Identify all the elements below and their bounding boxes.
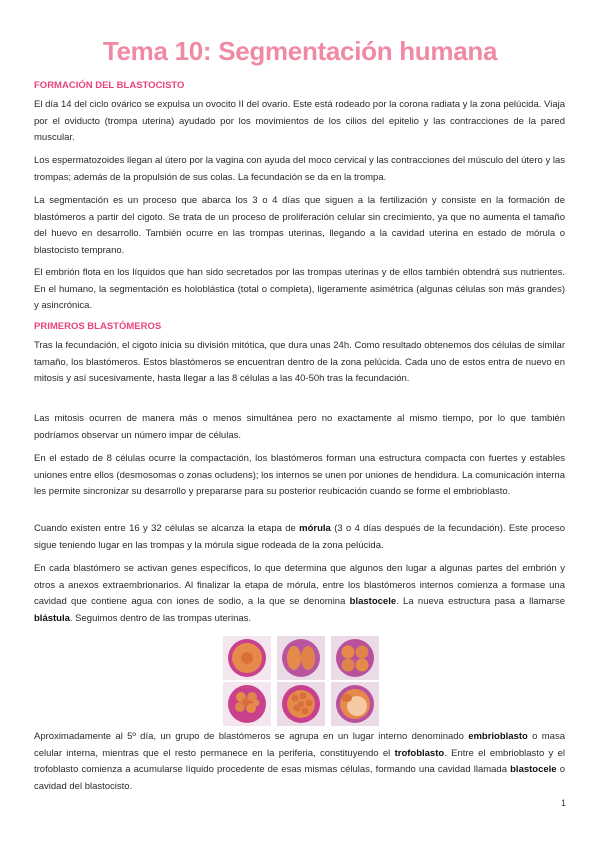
term-embrioblasto: embrioblasto bbox=[468, 731, 528, 742]
paragraph: Los espermatozoides llegan al útero por la vagina con ayuda del moco cervical y las contracciones del músculo del útero y las trompas; además de la propulsión de sus colas. La fecundación se da en la trompa. bbox=[34, 155, 565, 183]
embryo-stages-figure bbox=[221, 634, 381, 728]
term-trofoblasto: trofoblasto bbox=[394, 747, 445, 759]
stage-2-cell-image bbox=[277, 636, 325, 680]
term-morula: mórula bbox=[299, 523, 331, 534]
term-blastocele: blastocele bbox=[349, 596, 397, 608]
paragraph: Las mitosis ocurren de manera más o menos simultánea pero no exactamente al mismo tiempo, por lo que también podríamos observar un número impar de células. bbox=[34, 413, 565, 441]
section-heading-formacion: FORMACIÓN DEL BLASTOCISTO bbox=[34, 80, 185, 91]
term-blastula: blástula bbox=[34, 612, 70, 624]
paragraph: En el estado de 8 células ocurre la compactación, los blastómeros forman una estructura compacta con fuertes y estables uniones entre ellos (desmosomas o zonas ocludens); los internos se unen por uniones de hendidura. La comunicación interna les permite sincronizar su desarrollo y prepararse para su posterior reubicación cuando se forme el embrioblasto. bbox=[34, 453, 565, 498]
page-number: 1 bbox=[560, 798, 566, 808]
paragraph: El día 14 del ciclo ovárico se expulsa un ovocito II del ovario. Este está rodeado por la corona radiata y la zona pelúcida. Viaja por el oviducto (trompa uterina) ayudado por los movimientos de los cilios del epitelio y las contracciones de la pared muscular. bbox=[34, 99, 565, 144]
paragraph: Tras la fecundación, el cigoto inicia su división mitótica, que dura unas 24h. Como resultado obtenemos dos células de similar tamaño, los blastómeros. Estos blastómeros se encuentran dentro de la zona pelúcida. Cada uno de estos entra de nuevo en mitosis y así sucesivamente, hasta llegar a las 8 células a las 40-50h tras la fecundación. bbox=[34, 340, 565, 385]
page-title: Tema 10: Segmentación humana bbox=[102, 36, 498, 66]
paragraph: Cuando existen entre 16 y 32 células se alcanza la etapa de mórula (3 o 4 días después de la fecundación). Este proceso sigue teniendo lugar en las trompas y la mórula sigue rodeada de la zona pelúcida. bbox=[34, 523, 565, 551]
paragraph: Aproximadamente al 5º día, un grupo de blastómeros se agrupa en un lugar interno denominado embrioblasto o masa celular interna, mientras que el resto permanece en la periferia, constituyendo el trofoblasto. Entre el embrioblasto y el trofoblasto comienza a acumularse líquido procedente de esas mismas células, formando una cavidad llamada blastocele o cavidad del blastocisto. bbox=[34, 731, 565, 792]
paragraph: En cada blastómero se activan genes específicos, lo que determina que algunos den lugar a algunas partes del embrión y otros a anexos extraembrionarios. Al finalizar la etapa de mórula, entre los blastómeros internos comienza a formase una cavidad que contiene agua con iones de sodio, a la que se denomina blastocele. La nueva estructura pasa a llamarse blástula. Seguimos dentro de las trompas uterinas. bbox=[34, 563, 565, 624]
section-heading-primeros: PRIMEROS BLASTÓMEROS bbox=[34, 321, 162, 332]
paragraph: El embrión flota en los líquidos que han sido secretados por las trompas uterinas y de ellos también obtendrá sus nutrientes. En el humano, la segmentación es holoblástica (total o completa), ligeramente asimétrica (algunas células son más grandes) y asincrónica. bbox=[34, 267, 565, 312]
stage-blastocyst-image bbox=[331, 682, 379, 726]
stage-zygote-image bbox=[223, 636, 271, 680]
paragraph: La segmentación es un proceso que abarca los 3 o 4 días que siguen a la fertilización y consiste en la formación de blastómeros a partir del cigoto. Se trata de un proceso de proliferación celular sin crecimiento, ya que no aumenta el tamaño del huevo en desarrollo. También ocurre en las trompas uterinas, llegando a la cavidad uterina en estado de mórula o blastocisto temprano. bbox=[34, 195, 565, 256]
term-blastocele: blastocele bbox=[510, 764, 557, 776]
stage-4-cell-image bbox=[331, 636, 379, 680]
stage-morula-image bbox=[277, 682, 325, 726]
stage-8-cell-image bbox=[223, 682, 271, 726]
